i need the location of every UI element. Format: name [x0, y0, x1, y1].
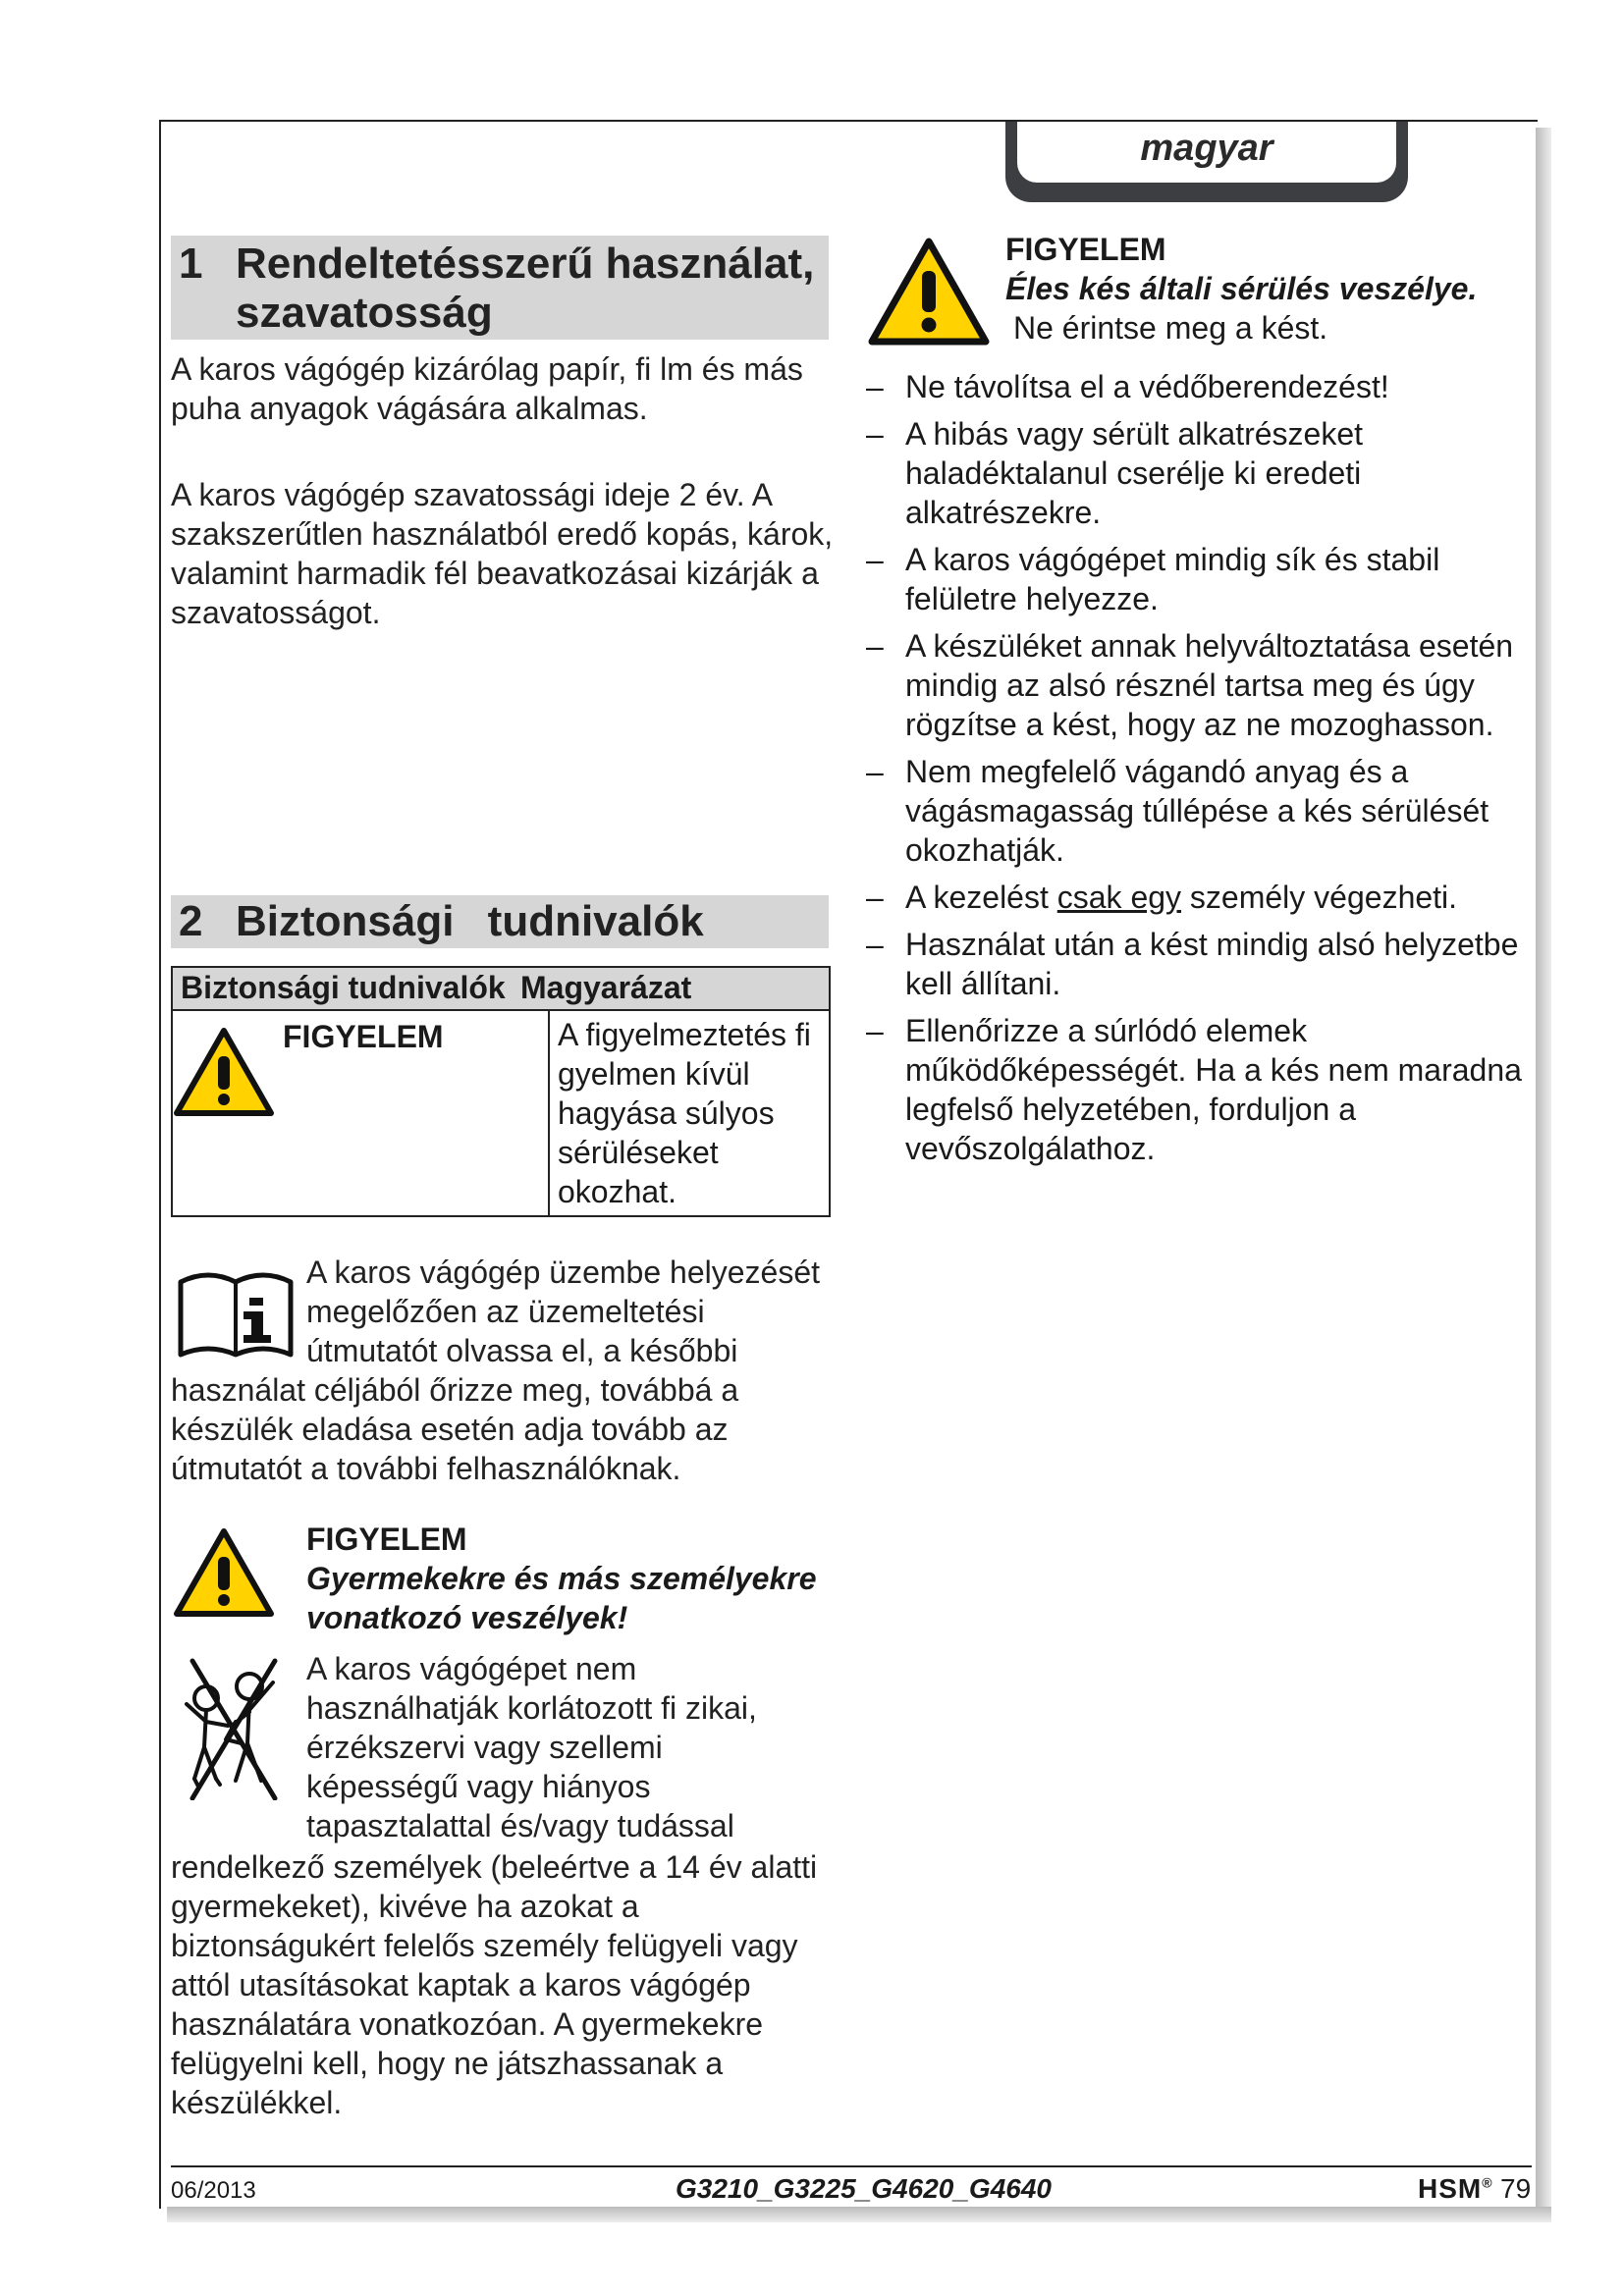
child-warning-label: FIGYELEM	[306, 1522, 467, 1557]
knife-warning-label: FIGYELEM	[1005, 232, 1166, 267]
list-item: – Ellenőrizze a súrlódó elemek működőképességét. Ha a kés nem maradna legfelső helyzetében, forduljon a vevőszolgálathoz.	[866, 1013, 1522, 1166]
warning-triangle-icon	[173, 1527, 275, 1623]
list-item: – A készüléket annak helyváltoztatása esetén mindig az alsó résznél tartsa meg és úgy rögzítse a kést, hogy az ne mozoghasson.	[866, 628, 1514, 742]
footer-models: G3210_G3225_G4620_G4640	[676, 2173, 1052, 2204]
language-tab-label: magyar	[1017, 122, 1396, 183]
page-number: 79	[1500, 2173, 1532, 2204]
list-item: – Nem megfelelő vágandó anyag és a vágásmagasság túllépése a kés sérülését okozhatják.	[866, 754, 1489, 868]
table-col2-header: Magyarázat	[520, 970, 692, 1005]
child-warning-title-line1: Gyermekekre és más személyekre	[306, 1561, 817, 1596]
section-title: Biztonsági tudnivalók	[236, 897, 704, 945]
knife-warning-title: Éles kés általi sérülés veszélye.	[1005, 271, 1478, 306]
page-shadow-right	[1536, 128, 1551, 2211]
list-item: – A hibás vagy sérült alkatrészeket haladéktalanul cserélje ki eredeti alkatrészekre.	[866, 416, 1364, 530]
section-title-line1: Rendeltetésszerű használat,	[236, 240, 815, 288]
section-number: 2	[179, 897, 203, 945]
manual-info-text-cont: használat céljából őrizze meg, továbbá a készülék eladása esetén adja tovább az útmutatót a további felhasználóknak.	[171, 1372, 739, 1486]
footer-divider	[171, 2165, 1532, 2167]
table-column-divider	[548, 1009, 550, 1217]
child-warning-title-line2: vonatkozó veszélyek!	[306, 1600, 628, 1635]
footer-date: 06/2013	[171, 2177, 256, 2204]
table-row-text: A figyelmeztetés fi gyelmen kívül hagyása súlyos sérüléseket okozhat.	[558, 1017, 811, 1209]
section-1-heading	[171, 236, 829, 340]
list-item: – A karos vágógépet mindig sík és stabil felületre helyezze.	[866, 542, 1440, 616]
warning-triangle-icon	[868, 238, 990, 350]
child-warning-text: A karos vágógépet nem használhatják korlátozott fi zikai, érzékszervi vagy szellemi képességű vagy hiányos tapasztalattal és/vagy tudással	[306, 1651, 757, 1843]
table-col1-header: Biztonsági tudnivalók	[181, 970, 506, 1005]
page-shadow-bottom	[167, 2207, 1551, 2222]
manual-info-text: A karos vágógép üzembe helyezését megelőzően az üzemeltetési útmutatót olvassa el, a későbbi	[306, 1255, 820, 1368]
no-children-icon	[177, 1653, 287, 1805]
safety-instructions-list	[864, 367, 1532, 1176]
intended-use-paragraph: A karos vágógép kizárólag papír, fi lm és más puha anyagok vágására alkalmas.	[171, 351, 803, 426]
list-item: – Ne távolítsa el a védőberendezést!	[866, 369, 1389, 404]
warning-triangle-icon	[173, 1027, 275, 1122]
warranty-paragraph: A karos vágógép szavatossági ideje 2 év. A szakszerűtlen használatból eredő kopás, károk, valamint harmadik fél beavatkozásai kizárják a szavatosságot.	[171, 477, 834, 630]
manual-info-icon	[175, 1266, 297, 1365]
brand-logo: HSM®	[1418, 2173, 1493, 2204]
list-item: – A kezelést csak egy személy végezheti.	[866, 880, 1458, 915]
section-2-heading	[171, 895, 829, 948]
section-title-line2: szavatosság	[236, 289, 493, 337]
section-number: 1	[179, 240, 203, 288]
list-item: – Használat után a kést mindig alsó helyzetbe kell állítani.	[866, 927, 1519, 1001]
table-row-label: FIGYELEM	[283, 1019, 444, 1054]
knife-warning-text: Ne érintse meg a kést.	[1013, 310, 1328, 346]
child-warning-text-cont: rendelkező személyek (beleértve a 14 év alatti gyermekeket), kivéve ha azokat a biztonságukért felelős személy felügyeli vagy attól utasításokat kaptak a karos vágógép használatára vonatkozóan. A gyermekekre felügyelni kell, hogy ne játszhassanak a készülékkel.	[171, 1849, 818, 2120]
